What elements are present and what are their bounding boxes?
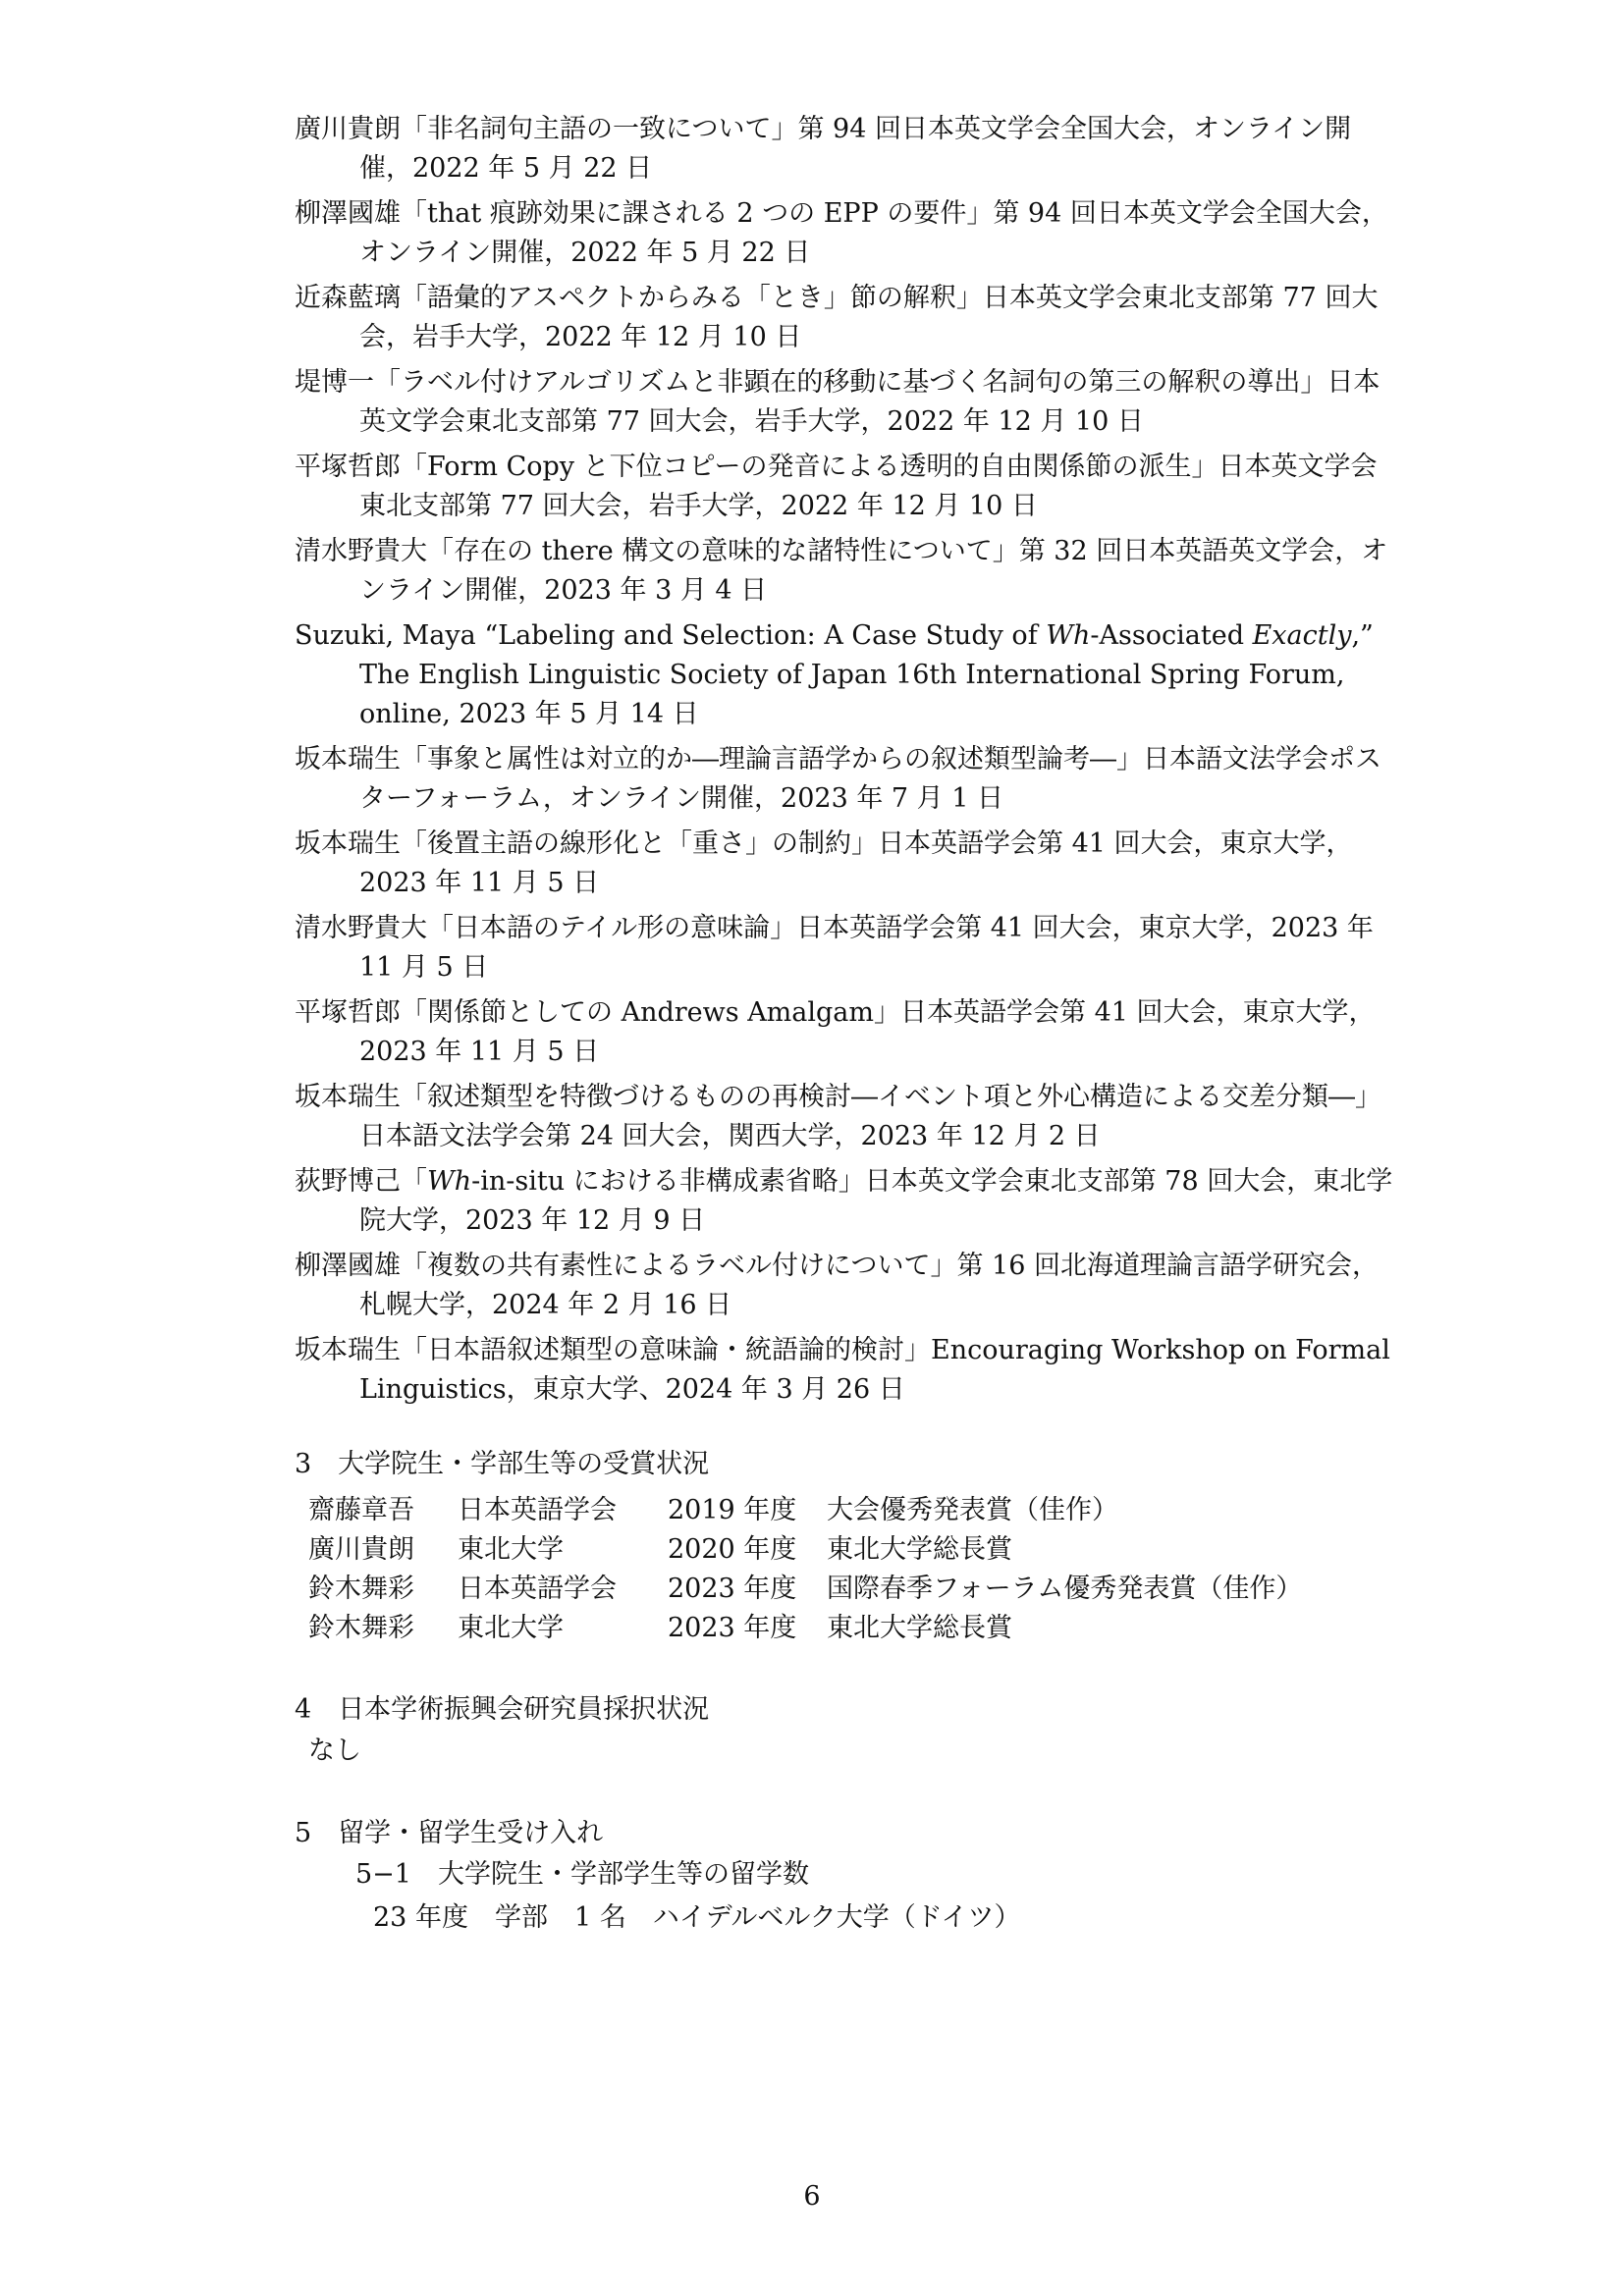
entry-italic: Exactly: [1252, 620, 1352, 651]
award-name: 廣川貴朗: [308, 1534, 414, 1565]
presentation-entry: 清水野貴大「日本語のテイル形の意味論」日本英語学会第 41 回大会，東京大学，2023 年 11 月 5 日: [295, 913, 1374, 983]
award-name: 鈴木舞彩: [308, 1613, 414, 1643]
section-4-body: なし: [308, 1735, 361, 1766]
award-name: 齋藤章吾: [308, 1495, 414, 1525]
award-year: 2019 年度: [668, 1495, 797, 1525]
presentation-entry-suzuki: [295, 616, 1396, 734]
presentation-entry: 堤博一「ラベル付けアルゴリズムと非顕在的移動に基づく名詞句の第三の解釈の導出」日本英文学会東北支部第 77 回大会，岩手大学，2022 年 12 月 10 日: [295, 367, 1380, 437]
entry-text: 荻野博己「: [295, 1166, 427, 1197]
presentation-list: [295, 110, 1396, 1415]
section-3-heading: 3 大学院生・学部生等の受賞状況: [295, 1449, 710, 1479]
entry-italic: Wh: [1046, 620, 1091, 651]
presentation-entry: 清水野貴大「存在の there 構文の意味的な諸特性について」第 32 回日本英語英文学会，オンライン開催，2023 年 3 月 4 日: [295, 536, 1388, 606]
table-row: [308, 1488, 1302, 1527]
presentation-entry: 坂本瑞生「日本語叙述類型の意味論・統語論的検討」Encouraging Workshop on Formal Linguistics，東京大学、2024 年 3 月 26 日: [295, 1335, 1390, 1405]
section-5-1-subheading: 5−1 大学院生・学部学生等の留学数: [355, 1859, 809, 1890]
award-year: 2020 年度: [668, 1534, 797, 1565]
presentation-entry: 坂本瑞生「後置主語の線形化と「重さ」の制約」日本英語学会第 41 回大会，東京大学，2023 年 11 月 5 日: [295, 828, 1353, 898]
presentation-entry: 坂本瑞生「叙述類型を特徴づけるものの再検討―イベント項と外心構造による交差分類―」日本語文法学会第 24 回大会，関西大学，2023 年 12 月 2 日: [295, 1082, 1381, 1151]
award-year: 2023 年度: [668, 1613, 797, 1643]
entry-text: -in-situ における非構成素省略」日本英文学会東北支部第 78 回大会，東北学院大学，2023 年 12 月 9 日: [359, 1166, 1393, 1236]
table-row: [308, 1606, 1302, 1645]
award-org: 東北大学: [458, 1534, 564, 1565]
table-row: [308, 1527, 1302, 1567]
presentation-entry: 平塚哲郎「Form Copy と下位コピーの発音による透明的自由関係節の派生」日本英文学会東北支部第 77 回大会，岩手大学，2022 年 12 月 10 日: [295, 452, 1378, 521]
award-org: 日本英語学会: [458, 1495, 617, 1525]
presentation-entry: 近森藍璃「語彙的アスペクトからみる「とき」節の解釈」日本英文学会東北支部第 77 回大会，岩手大学，2022 年 12 月 10 日: [295, 283, 1379, 352]
award-name: 鈴木舞彩: [308, 1574, 414, 1604]
entry-italic: Wh: [427, 1166, 472, 1197]
entry-text: -Associated: [1090, 620, 1253, 651]
entry-text: Suzuki, Maya “Labeling and Selection: A Case Study of: [295, 620, 1047, 651]
awards-table: [308, 1488, 1302, 1645]
presentation-entry: 坂本瑞生「事象と属性は対立的か―理論言語学からの叙述類型論考―」日本語文法学会ポスターフォーラム，オンライン開催，2023 年 7 月 1 日: [295, 744, 1381, 814]
presentation-entry: 柳澤國雄「that 痕跡効果に課される 2 つの EPP の要件」第 94 回日本英文学会全国大会，オンライン開催，2022 年 5 月 22 日: [295, 198, 1388, 268]
table-row: [308, 1567, 1302, 1606]
page-number: 6: [803, 2181, 821, 2212]
study-abroad-line: 23 年度 学部 1 名 ハイデルベルク大学（ドイツ）: [373, 1902, 1021, 1933]
presentation-entry: 廣川貴朗「非名詞句主語の一致について」第 94 回日本英文学会全国大会，オンライン開催，2022 年 5 月 22 日: [295, 114, 1352, 184]
award-title: 大会優秀発表賞（佳作）: [827, 1495, 1118, 1525]
award-title: 国際春季フォーラム優秀発表賞（佳作）: [827, 1574, 1303, 1604]
presentation-entry: 柳澤國雄「複数の共有素性によるラベル付けについて」第 16 回北海道理論言語学研究会，札幌大学，2024 年 2 月 16 日: [295, 1251, 1379, 1320]
section-4-heading: 4 日本学術振興会研究員採択状況: [295, 1694, 710, 1725]
award-year: 2023 年度: [668, 1574, 797, 1604]
entry-text: ,” The English Linguistic Society of Japan 16th International Spring Forum, online, 2023 年 5 月 14 日: [359, 620, 1374, 729]
section-5-heading: 5 留学・留学生受け入れ: [295, 1818, 604, 1848]
presentation-entry-ogino: [295, 1162, 1396, 1241]
award-title: 東北大学総長賞: [827, 1613, 1012, 1643]
award-org: 東北大学: [458, 1613, 564, 1643]
presentation-entry: 平塚哲郎「関係節としての Andrews Amalgam」日本英語学会第 41 回大会，東京大学，2023 年 11 月 5 日: [295, 997, 1376, 1067]
award-org: 日本英語学会: [458, 1574, 617, 1604]
award-title: 東北大学総長賞: [827, 1534, 1012, 1565]
